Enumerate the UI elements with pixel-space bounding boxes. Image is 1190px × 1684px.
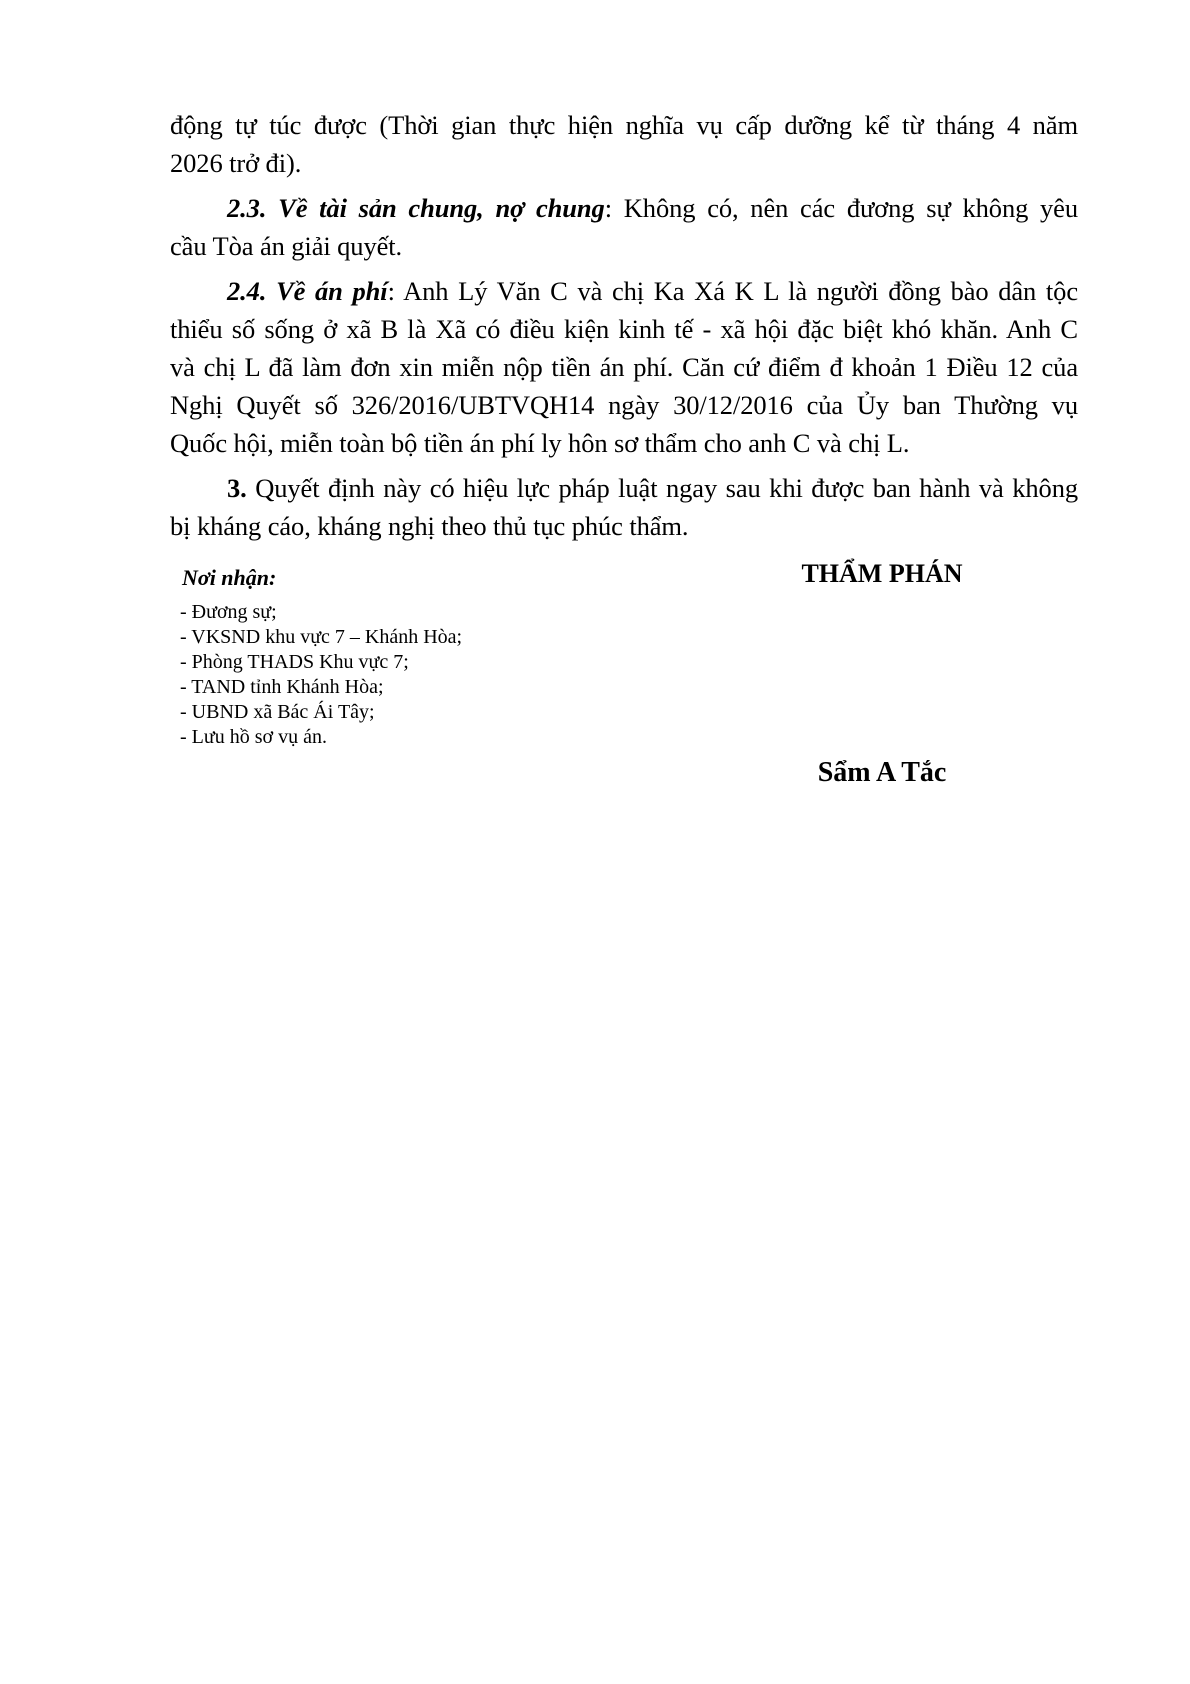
text-line — [170, 106, 1078, 144]
text-segment: : Không có, nên các đương sự không yêu — [604, 193, 1078, 223]
text-segment: thiểu số sống ở xã B là Xã có điều kiện kinh tế - xã hội đặc biệt khó khăn. Anh C — [170, 314, 1078, 344]
text-segment: 3. — [227, 473, 247, 503]
recipient-item: - Đương sự; — [180, 601, 277, 623]
text-segment: : Anh Lý Văn C và chị Ka Xá K L là người đồng bào dân tộc — [387, 276, 1078, 306]
text-segment: Quốc hội, miễn toàn bộ tiền án phí ly hôn sơ thẩm cho anh C và chị L. — [170, 428, 910, 458]
text-line — [170, 189, 1078, 227]
text-line — [170, 272, 1078, 310]
text-segment: 2.4. Về án phí — [227, 276, 388, 306]
text-segment: bị kháng cáo, kháng nghị theo thủ tục phúc thẩm. — [170, 511, 689, 541]
recipient-item: - UBND xã Bác Ái Tây; — [180, 701, 375, 723]
text-line — [170, 469, 1078, 507]
text-line — [170, 348, 1078, 386]
text-segment: động tự túc được (Thời gian thực hiện nghĩa vụ cấp dưỡng kể từ tháng 4 năm — [170, 110, 1078, 140]
text-line — [170, 507, 1078, 545]
para-2-3-common-property — [170, 189, 1078, 265]
text-segment: và chị L đã làm đơn xin miễn nộp tiền án phí. Căn cứ điểm đ khoản 1 Điều 12 của — [170, 352, 1078, 382]
recipient-item: - Phòng THADS Khu vực 7; — [180, 651, 409, 673]
recipient-item: - VKSND khu vực 7 – Khánh Hòa; — [180, 626, 463, 648]
text-segment: Nghị Quyết số 326/2016/UBTVQH14 ngày 30/12/2016 của Ủy ban Thường vụ — [170, 390, 1078, 420]
recipients-list — [180, 600, 462, 750]
para-2-4-court-fees — [170, 272, 1078, 462]
text-line — [170, 424, 1078, 462]
judge-name: Sẩm A Tắc — [817, 757, 947, 788]
text-segment: 2026 trở đi). — [170, 148, 302, 178]
text-line — [170, 227, 1078, 265]
text-segment: cầu Tòa án giải quyết. — [170, 231, 403, 261]
document-body — [170, 106, 1078, 545]
recipient-item: - Lưu hồ sơ vụ án. — [180, 726, 327, 748]
text-segment: Quyết định này có hiệu lực pháp luật ngay sau khi được ban hành và không — [246, 473, 1078, 503]
recipient-item: - TAND tỉnh Khánh Hòa; — [180, 676, 384, 698]
para-3-legal-effect — [170, 469, 1078, 545]
recipients-heading: Nơi nhận: — [182, 565, 277, 590]
text-segment: 2.3. Về tài sản chung, nợ chung — [227, 193, 605, 223]
text-line — [170, 310, 1078, 348]
para-support-obligation-continuation — [170, 106, 1078, 182]
text-line — [170, 144, 1078, 182]
text-line — [170, 386, 1078, 424]
judge-title: THẨM PHÁN — [801, 559, 963, 588]
